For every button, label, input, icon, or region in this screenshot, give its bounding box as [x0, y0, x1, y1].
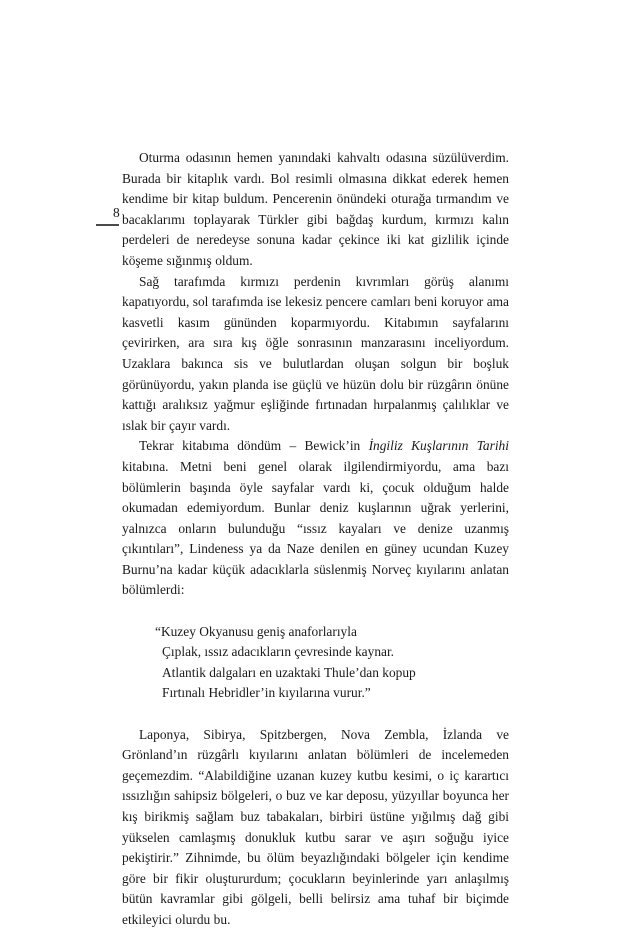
page-number-rule	[96, 224, 119, 226]
paragraph-1: Oturma odasının hemen yanındaki kahvaltı odasına süzülüverdim. Burada bir kitaplık vardı. Bol resimli olmasına dikkat ederek hemen kendime bir kitap buldum. Pencerenin önündeki oturağa tırmandım ve bacaklarımı toplayarak Türkler gibi bağdaş kurdum, kırmızı kalın perdeleri de neredeyse sonuna kadar çekince iki kat gizlilik içinde köşeme sığınmış oldum.	[122, 150, 509, 268]
verse-line: Atlantik dalgaları en uzaktaki Thule’dan kopup	[162, 664, 416, 680]
book-title-italic: İngiliz Kuşlarının Tarihi	[368, 438, 509, 454]
verse-line: Fırtınalı Hebridler’in kıyılarına vurur.”	[162, 685, 371, 701]
verse-line: Çıplak, ıssız adacıkların çevresinde kaynar.	[162, 644, 395, 660]
paragraph-3-text-before: Tekrar kitabıma döndüm – Bewick’in	[139, 438, 369, 454]
verse-line: “Kuzey Okyanusu geniş anaforlarıyla	[155, 623, 357, 639]
paragraph-4: Laponya, Sibirya, Spitzbergen, Nova Zembla, İzlanda ve Grönland’ın rüzgârlı kıyılarını anlatan bölümleri de incelemeden geçemezdim. “Alabildiğine uzanan kuzey kutbu kesimi, o iç karartıcı ıssızlığın sahipsiz bölgeleri, o buz ve kar deposu, yüzyıllar boyunca her kış birikmiş sağlam buz tabakaları, birbiri üstüne yığılmış dağ gibi yükselen camlaşmış donukluk kutbu sarar ve aşırı soğuğu iyice pekiştirir.” Zihnimde, bu ölüm beyazlığındaki bölgeler için kendime göre bir fikir oluştururdum; çocukların beyinlerinde yarı anlaşılmış bütün kavramlar gibi gölgeli, belli belirsiz ama tuhaf bir biçimde etkileyici olurdu bu.	[122, 726, 509, 927]
verse-block	[122, 622, 509, 704]
page-number: 8	[113, 205, 120, 220]
text-block	[122, 148, 509, 931]
paragraph-3	[122, 436, 509, 601]
paragraph-2: Sağ tarafımda kırmızı perdenin kıvrımları görüş alanımı kapatıyordu, sol tarafımda ise lekesiz pencere camları beni koruyor ama kasvetli kasım gününden koparmıyordu. Kitabımın sayfalarını çevirirken, ara sıra kış öğle sonrasının manzarasını inceliyordum. Uzaklara bakınca sis ve bulutlardan oluşan solgun bir boşluk görünüyordu, yakın planda ise güçlü ve hüzün dolu bir rüzgârın önüne kattığı aralıksız yağmur eşliğinde fırtınadan hırpalanmış çalılıklar ve ıslak bir çayır vardı.	[122, 273, 509, 433]
paragraph-3-text-after: kitabına. Metni beni genel olarak ilgilendirmiyordu, ama bazı bölümlerin başında öyle sayfalar vardı ki, çocuk olduğum halde okumadan edemiyordum. Bunlar deniz kuşlarının uğrak yerlerini, yalnızca onların bulunduğu “ıssız kayaları ve denize uzanmış çıkıntıları”, Lindeness ya da Naze denilen en güney ucundan Kuzey Burnu’na kadar küçük adacıklarla süslenmiş Norveç kıyılarını anlatan bölümlerdi:	[122, 458, 509, 598]
